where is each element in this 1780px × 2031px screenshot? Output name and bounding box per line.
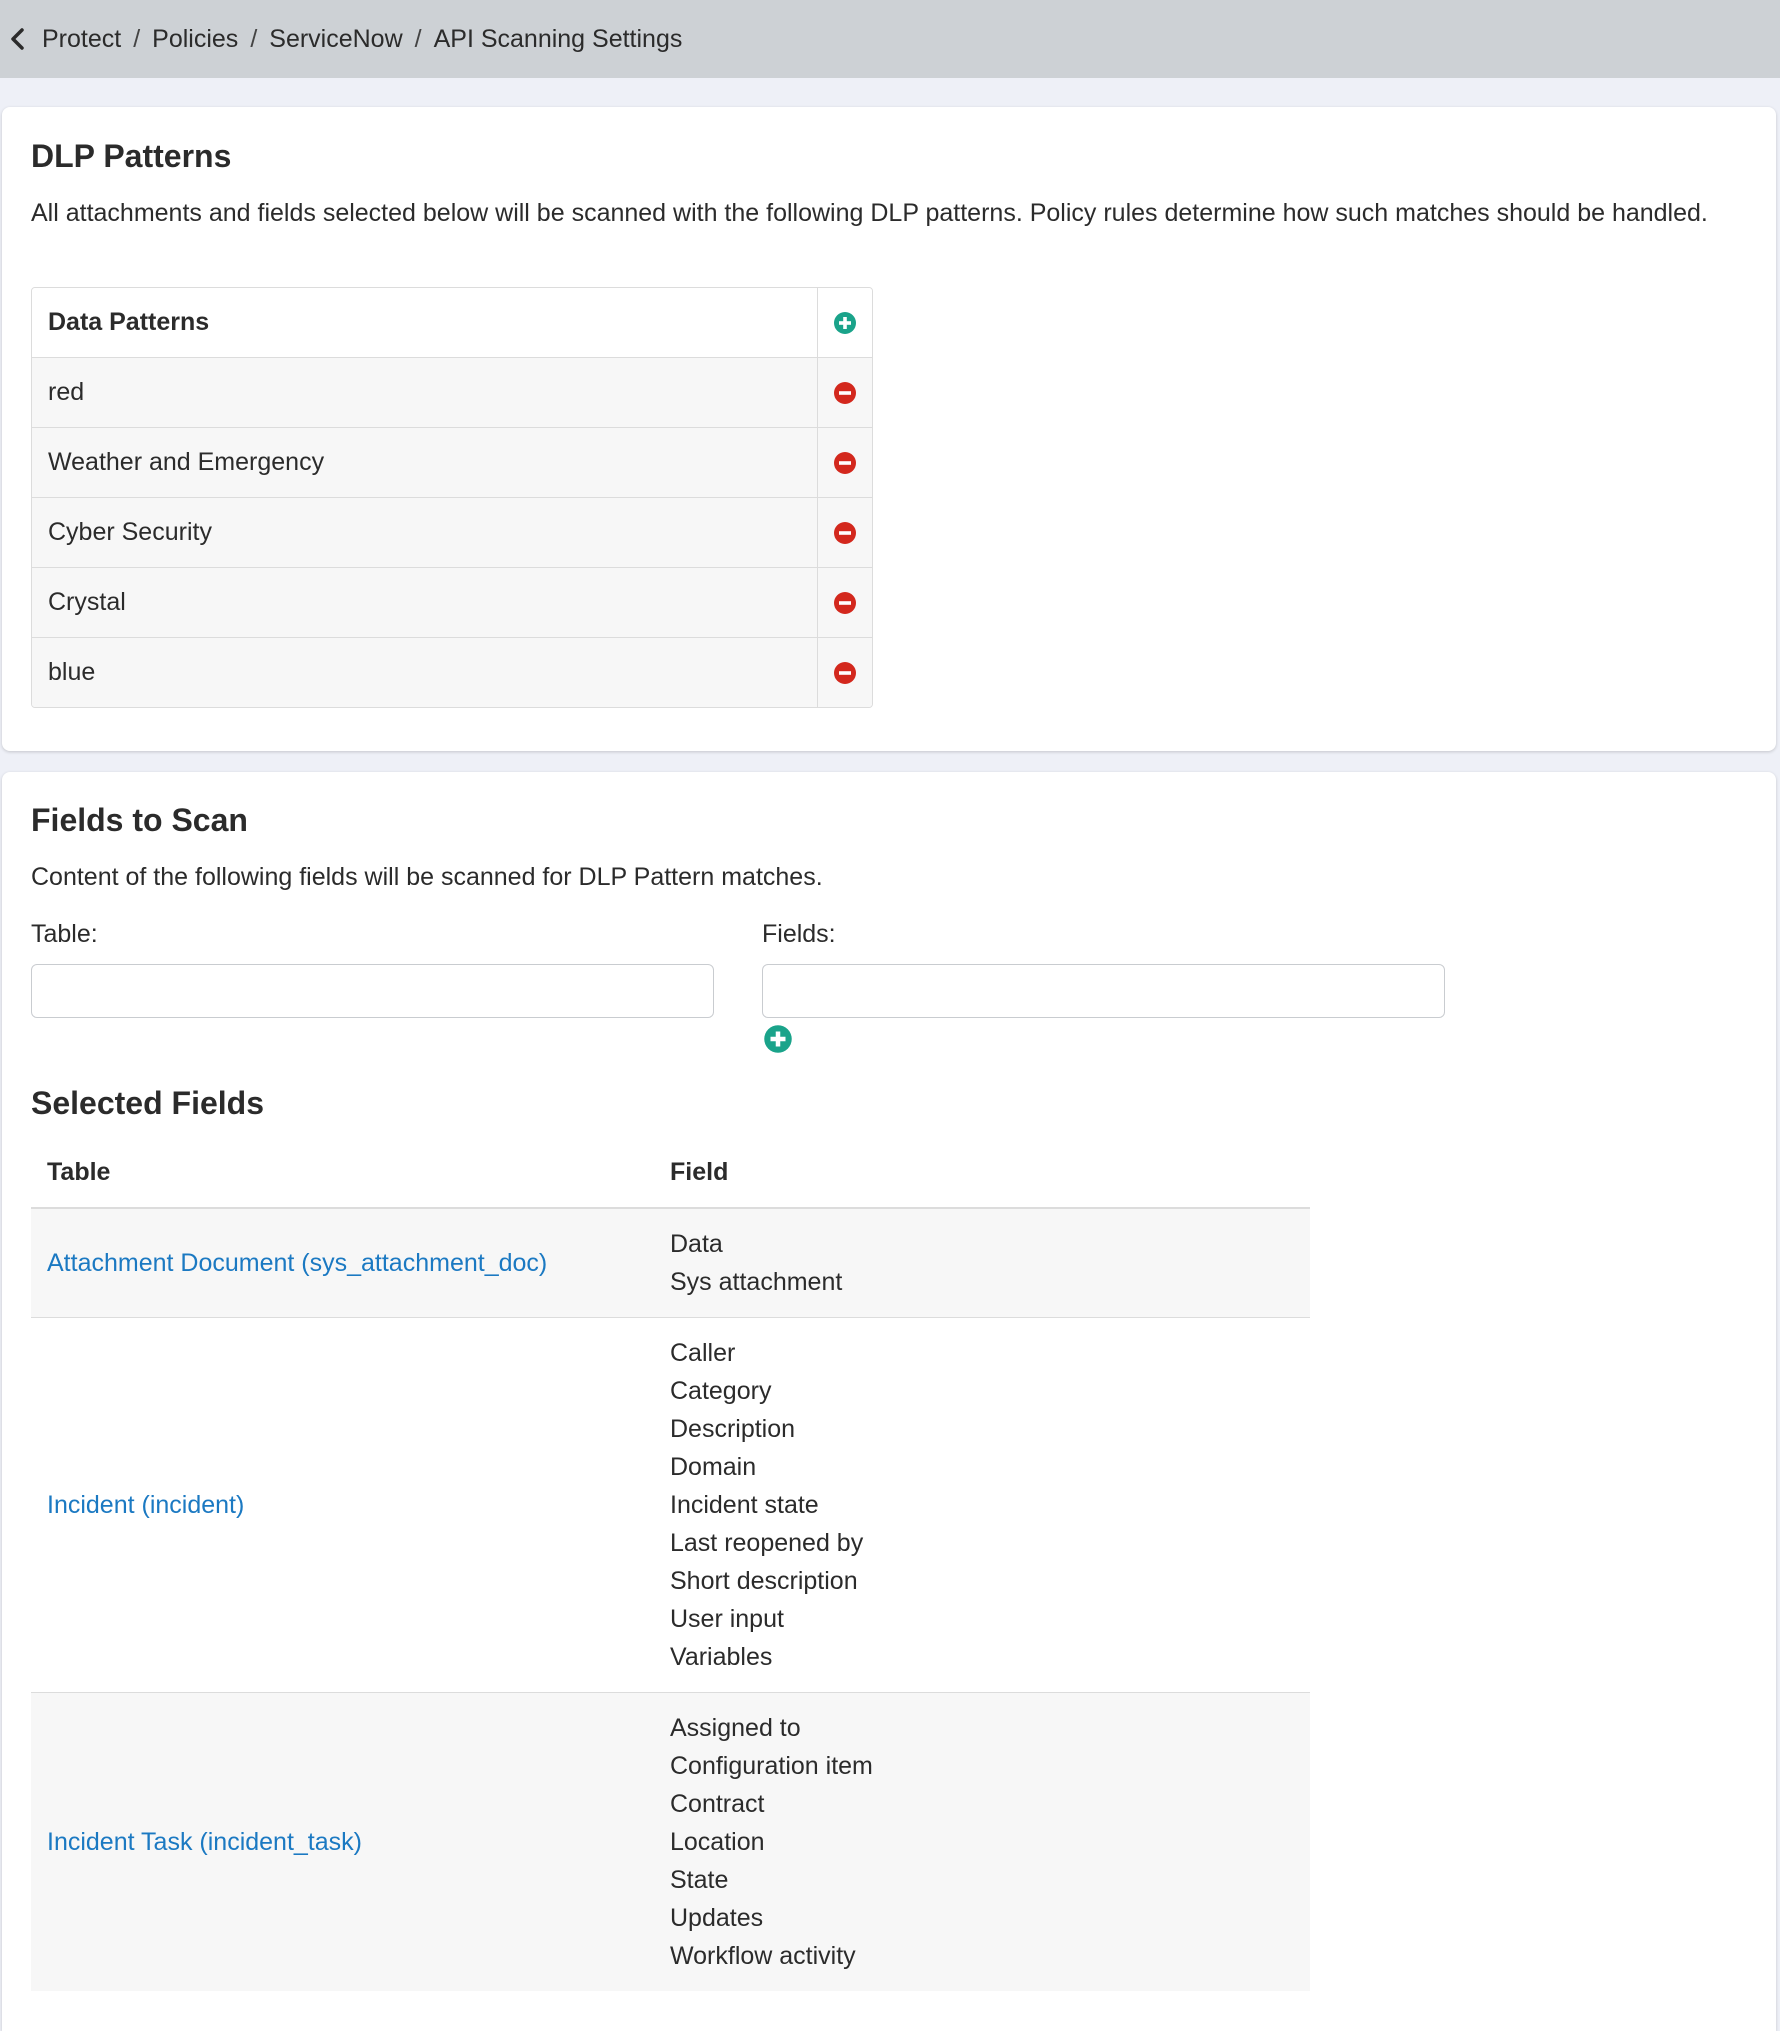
field-item: Data [670,1230,723,1258]
field-item: Variables [670,1643,773,1671]
field-item: Description [670,1415,796,1443]
field-item: Assigned to [670,1714,801,1742]
dlp-patterns-card [2,107,1776,751]
pattern-row [32,427,872,497]
remove-pattern-icon[interactable] [833,451,857,475]
table-row [31,1693,1310,1991]
field-item: Configuration item [670,1752,873,1780]
breadcrumb-separator: / [250,24,258,53]
table-link-incident[interactable]: Incident (incident) [47,1490,245,1519]
table-link-incident-task[interactable]: Incident Task (incident_task) [47,1827,362,1856]
field-item: Incident state [670,1491,819,1519]
pattern-name: Crystal [48,588,126,616]
column-header-table: Table [47,1157,111,1186]
pattern-name: Weather and Emergency [48,448,325,476]
field-item: Contract [670,1790,765,1818]
pattern-name: Cyber Security [48,518,212,546]
pattern-name: blue [48,658,96,686]
top-bar [0,0,1780,78]
breadcrumb-protect[interactable]: Protect [42,24,122,53]
breadcrumb-separator: / [133,24,141,53]
remove-pattern-icon[interactable] [833,521,857,545]
table-link-sys-attachment-doc[interactable]: Attachment Document (sys_attachment_doc) [47,1248,548,1277]
pattern-row [32,357,872,427]
breadcrumb [42,25,682,54]
field-item: Updates [670,1904,764,1932]
breadcrumb-servicenow[interactable]: ServiceNow [269,24,403,53]
field-list [670,1209,1310,1317]
pattern-row [32,497,872,567]
add-field-icon[interactable] [763,1024,793,1054]
fields-to-scan-card [2,772,1776,2031]
selected-fields-table [31,1137,1310,1991]
field-item: User input [670,1605,784,1633]
data-patterns-table [31,287,873,708]
pattern-name: red [48,378,85,406]
field-item: Sys attachment [670,1268,843,1296]
table-row [31,1209,1310,1318]
field-item: Workflow activity [670,1942,856,1970]
table-row [31,1318,1310,1693]
fields-input[interactable] [762,964,1445,1018]
field-list [670,1693,1310,1991]
remove-pattern-icon[interactable] [833,661,857,685]
dlp-patterns-title: DLP Patterns [31,138,232,174]
field-item: Short description [670,1567,858,1595]
field-item: Last reopened by [670,1529,864,1557]
fields-label: Fields: [762,920,836,948]
breadcrumb-separator: / [414,24,422,53]
remove-pattern-icon[interactable] [833,381,857,405]
field-item: Location [670,1828,765,1856]
field-item: State [670,1866,729,1894]
fields-to-scan-title: Fields to Scan [31,802,248,838]
table-input[interactable] [31,964,714,1018]
selected-fields-title: Selected Fields [31,1085,264,1121]
breadcrumb-current: API Scanning Settings [433,24,683,53]
remove-pattern-icon[interactable] [833,591,857,615]
selected-fields-header-row [31,1137,1310,1209]
data-patterns-header-row [32,288,872,357]
field-item: Category [670,1377,772,1405]
fields-to-scan-description: Content of the following fields will be scanned for DLP Pattern matches. [31,863,823,891]
breadcrumb-policies[interactable]: Policies [152,24,239,53]
table-label: Table: [31,920,98,948]
field-list [670,1318,1310,1692]
column-header-field: Field [670,1157,729,1186]
data-patterns-header: Data Patterns [48,308,210,336]
field-item: Caller [670,1339,736,1367]
dlp-patterns-description: All attachments and fields selected below will be scanned with the following DLP patterns. Policy rules determine how such matches should be handled. [31,199,1708,227]
field-item: Domain [670,1453,757,1481]
pattern-row [32,567,872,637]
back-chevron-icon[interactable] [0,0,36,78]
add-pattern-icon[interactable] [833,311,857,335]
pattern-row [32,637,872,707]
